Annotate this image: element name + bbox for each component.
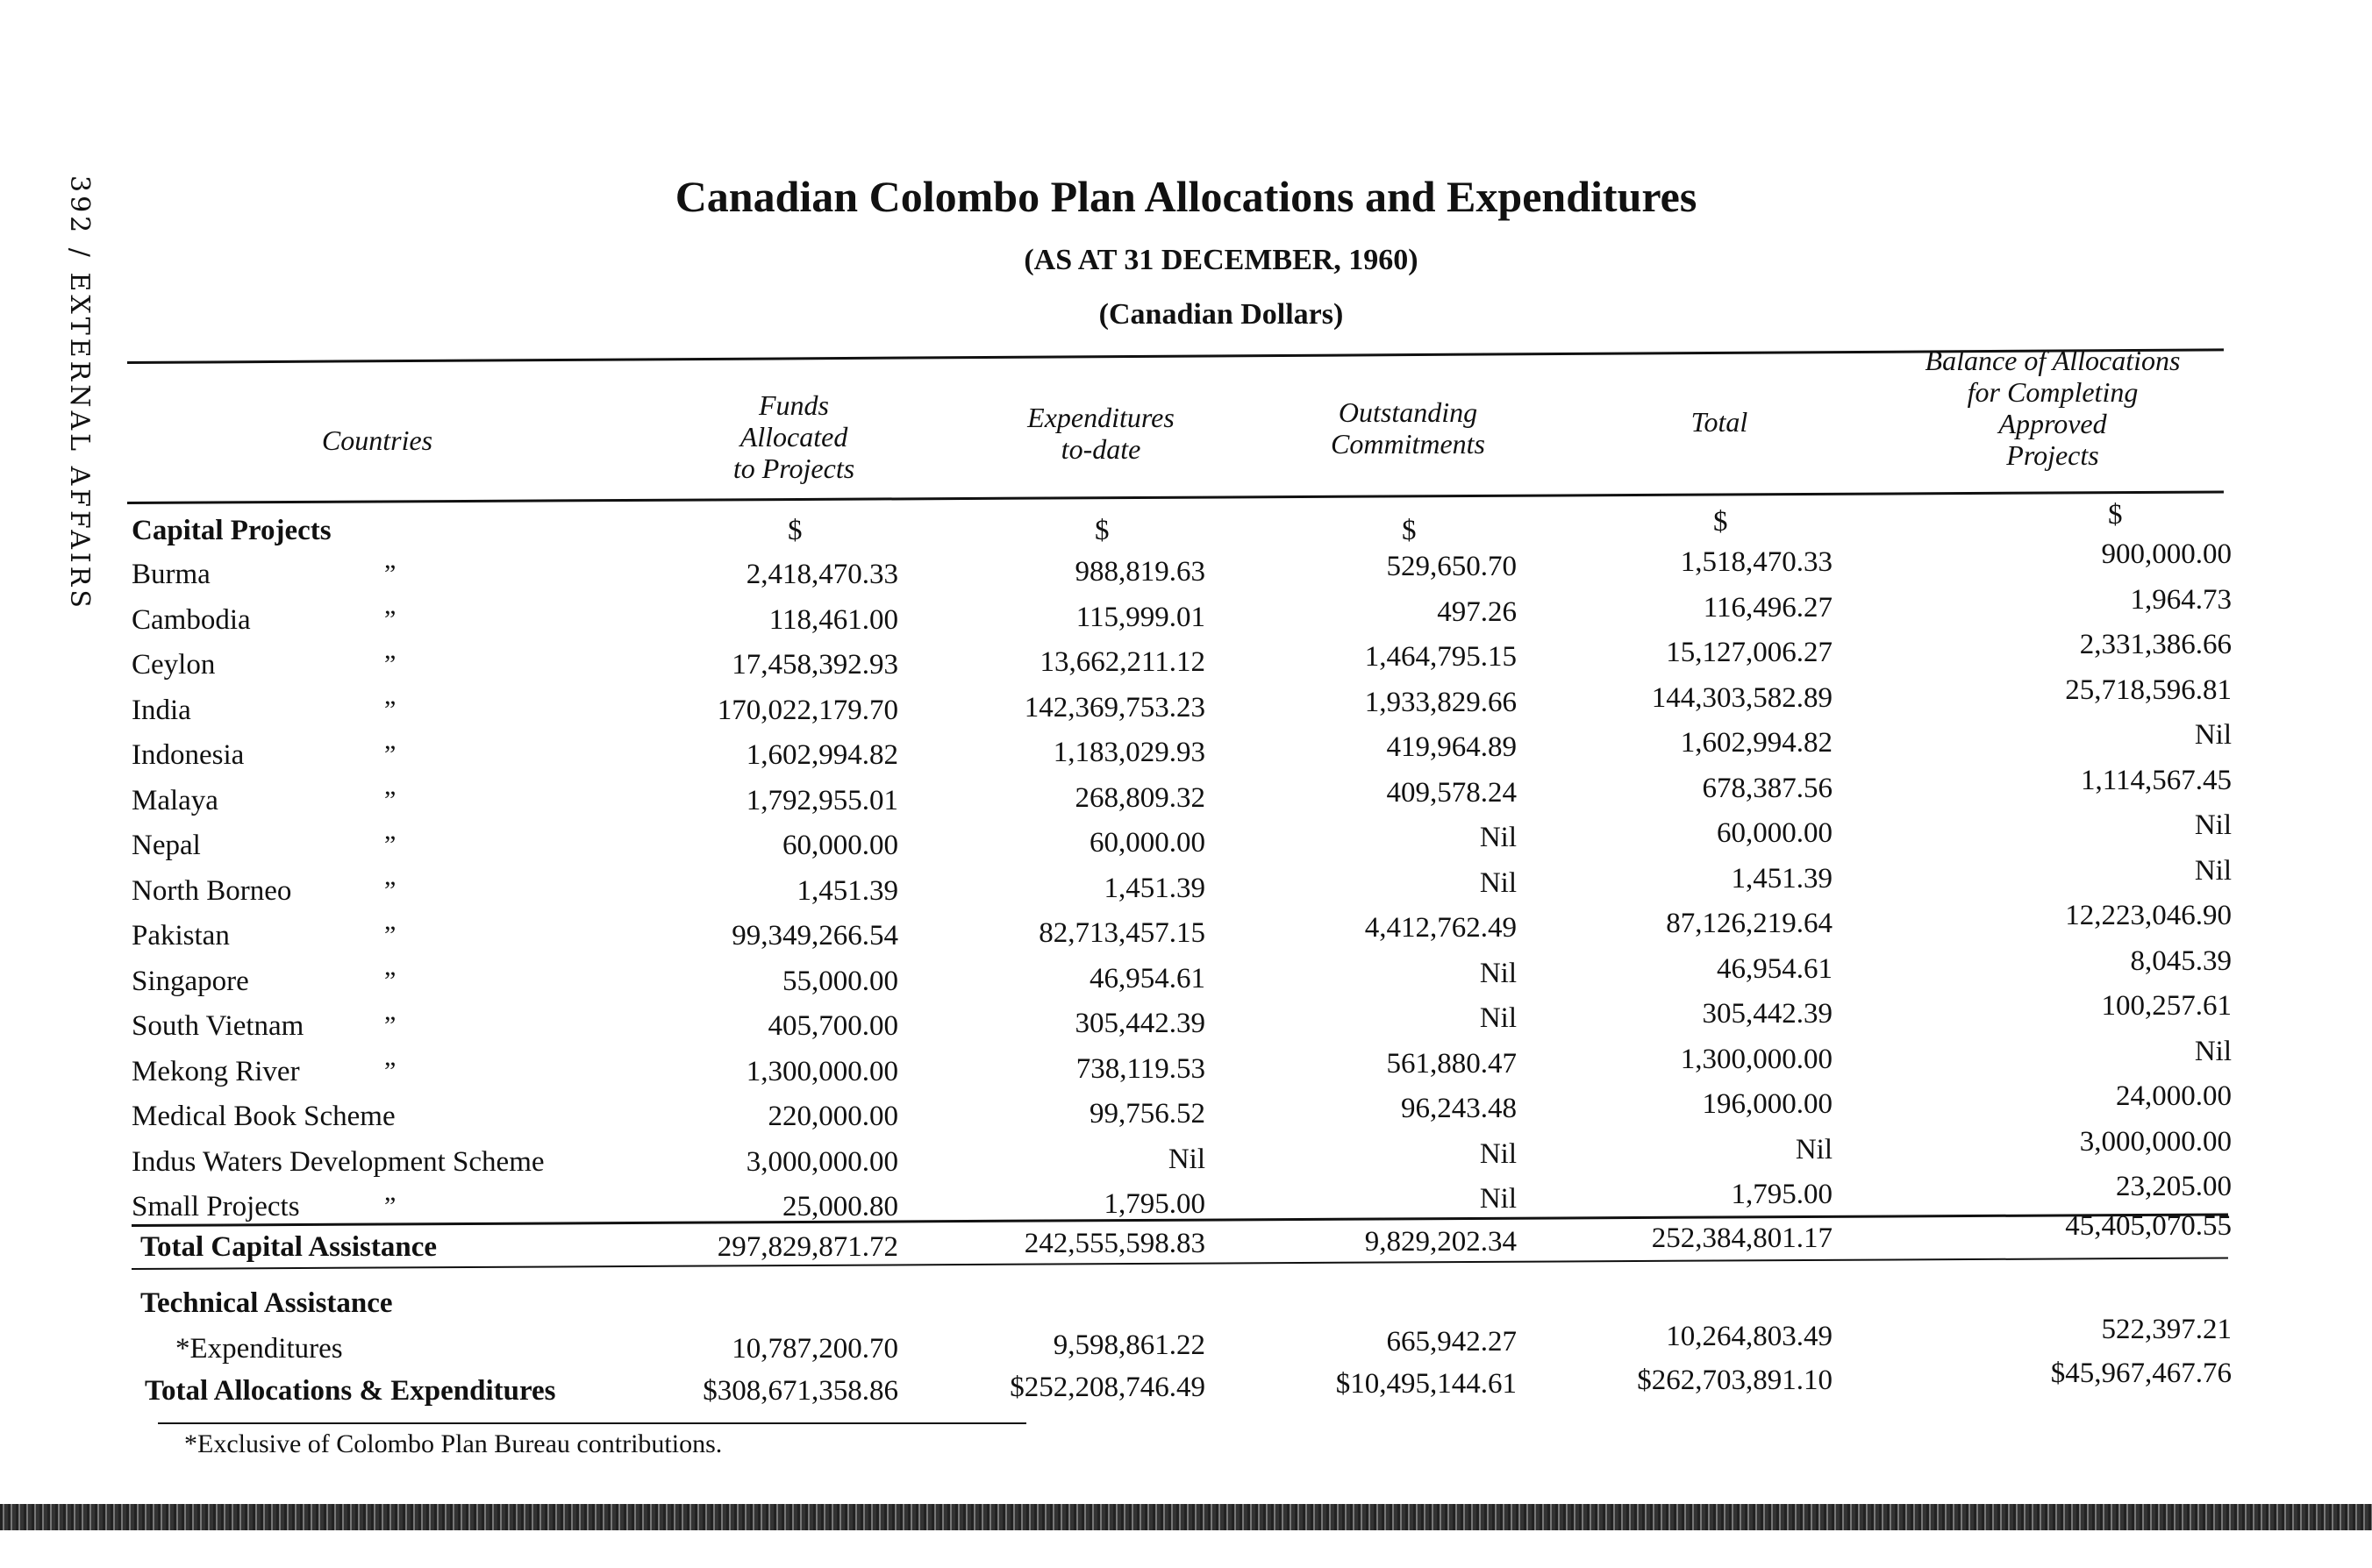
funds-allocated-cell: 1,451.39 — [797, 874, 898, 907]
expenditures-cell: 60,000.00 — [1090, 827, 1205, 859]
total-cell: 144,303,582.89 — [1651, 681, 1833, 714]
outstanding-cell: 529,650.70 — [1386, 551, 1517, 582]
header-funds-line3: to Projects — [732, 453, 855, 484]
funds-allocated-cell: 170,022,179.70 — [717, 694, 898, 726]
ditto-mark: ” — [384, 1011, 397, 1040]
country-name: Pakistan — [132, 920, 230, 951]
total-capital-exp: 242,555,598.83 — [1024, 1228, 1205, 1259]
funds-allocated-cell: 25,000.80 — [782, 1191, 898, 1222]
header-bal-line4: Projects — [2006, 439, 2099, 471]
balance-cell: Nil — [2194, 1035, 2232, 1067]
balance-cell: 1,964.73 — [2130, 583, 2232, 616]
technical-funds: 10,787,200.70 — [732, 1333, 898, 1365]
section-capital-projects: Capital Projects — [132, 515, 332, 546]
table-row — [0, 944, 2372, 1009]
expenditures-cell: 142,369,753.23 — [1024, 691, 1205, 723]
table-row — [0, 764, 2372, 829]
table-row — [0, 809, 2372, 873]
table-row — [0, 674, 2372, 738]
grand-total-row — [0, 1358, 2372, 1419]
total-cell: 678,387.56 — [1702, 772, 1833, 804]
balance-cell: 100,257.61 — [2101, 990, 2232, 1022]
technical-bal: 522,397.21 — [2101, 1314, 2232, 1345]
header-exp-line1: Expenditures — [1027, 402, 1175, 433]
country-name: North Borneo — [132, 874, 292, 907]
currency-row — [0, 499, 2372, 559]
table-row — [0, 719, 2372, 783]
ditto-mark: ” — [384, 785, 397, 815]
funds-allocated-cell: 3,000,000.00 — [746, 1145, 898, 1178]
expenditures-cell: 305,442.39 — [1075, 1008, 1205, 1039]
balance-cell: 24,000.00 — [2116, 1080, 2232, 1112]
total-capital-bal: 45,405,070.55 — [2065, 1210, 2232, 1242]
expenditures-cell: 738,119.53 — [1075, 1052, 1205, 1085]
currency-bal: $ — [2108, 499, 2123, 531]
outstanding-cell: Nil — [1479, 866, 1517, 899]
expenditures-cell: 99,756.52 — [1090, 1098, 1205, 1130]
grand-total-bal: $45,967,467.76 — [2050, 1358, 2232, 1389]
table-row — [0, 629, 2372, 693]
country-name: Cambodia — [132, 603, 251, 636]
total-capital-total: 252,384,801.17 — [1651, 1222, 1833, 1254]
total-cell: 15,127,006.27 — [1666, 637, 1833, 668]
table-row — [0, 854, 2372, 919]
balance-cell: Nil — [2194, 719, 2232, 751]
technical-exp: 9,598,861.22 — [1053, 1329, 1205, 1361]
expenditures-cell: 1,795.00 — [1104, 1188, 1205, 1220]
outstanding-cell: 409,578.24 — [1386, 776, 1517, 809]
outstanding-cell: 4,412,762.49 — [1364, 912, 1517, 944]
funds-allocated-cell: 1,792,955.01 — [746, 784, 898, 816]
header-funds — [684, 389, 904, 484]
expenditures-cell: 268,809.32 — [1075, 781, 1205, 814]
page-title: Canadian Colombo Plan Allocations and Expenditures — [675, 172, 1697, 221]
balance-cell: 8,045.39 — [2130, 944, 2232, 977]
country-name: Small Projects — [132, 1191, 300, 1222]
balance-cell: 900,000.00 — [2101, 538, 2232, 570]
table-row — [0, 538, 2372, 602]
header-exp-line2: to-date — [1061, 433, 1141, 465]
expenditures-cell: 988,819.63 — [1075, 556, 1205, 588]
total-cell: 87,126,219.64 — [1666, 908, 1833, 939]
ditto-mark: ” — [384, 830, 397, 859]
page-edge-bar — [0, 1504, 2372, 1530]
country-name: Burma — [132, 559, 211, 590]
country-name: India — [132, 694, 191, 726]
total-capital-label: Total Capital Assistance — [140, 1231, 437, 1263]
country-name: Medical Book Scheme — [132, 1101, 396, 1132]
ditto-mark: ” — [384, 695, 397, 724]
expenditures-cell: 1,183,029.93 — [1053, 737, 1205, 768]
header-out-line1: Outstanding — [1338, 396, 1478, 428]
subtitle-date: (AS AT 31 DECEMBER, 1960) — [1024, 244, 1418, 276]
funds-allocated-cell: 2,418,470.33 — [746, 559, 898, 590]
country-name: Nepal — [132, 830, 201, 861]
header-expenditures — [991, 402, 1211, 465]
ditto-mark: ” — [384, 650, 397, 679]
outstanding-cell: 561,880.47 — [1386, 1047, 1517, 1080]
subtitle-currency: (Canadian Dollars) — [1098, 298, 1344, 331]
funds-allocated-cell: 60,000.00 — [782, 830, 898, 861]
total-capital-row — [0, 1210, 2372, 1275]
grand-total-exp: $252,208,746.49 — [1010, 1372, 1205, 1403]
balance-cell: 25,718,596.81 — [2065, 674, 2232, 706]
technical-sublabel: *Expenditures — [175, 1333, 343, 1365]
outstanding-cell: 96,243.48 — [1401, 1093, 1517, 1124]
funds-allocated-cell: 118,461.00 — [768, 603, 898, 636]
expenditures-cell: 13,662,211.12 — [1040, 646, 1205, 678]
grand-total-total: $262,703,891.10 — [1637, 1365, 1833, 1396]
header-bal-line2: for Completing — [1967, 376, 2139, 408]
grand-total-out: $10,495,144.61 — [1335, 1368, 1517, 1400]
header-balance — [1868, 345, 2237, 471]
technical-label-row — [0, 1286, 2372, 1331]
balance-cell: Nil — [2194, 854, 2232, 887]
balance-cell: Nil — [2194, 809, 2232, 841]
table-row — [0, 990, 2372, 1054]
footnote-rule — [158, 1422, 1026, 1424]
expenditures-cell: 82,713,457.15 — [1039, 917, 1205, 949]
funds-allocated-cell: 405,700.00 — [768, 1010, 898, 1042]
technical-total: 10,264,803.49 — [1666, 1321, 1833, 1352]
outstanding-cell: 419,964.89 — [1386, 731, 1517, 763]
total-cell: 46,954.61 — [1717, 952, 1833, 985]
expenditures-cell: 1,451.39 — [1104, 872, 1205, 904]
total-cell: 305,442.39 — [1702, 998, 1833, 1030]
ditto-mark: ” — [384, 740, 397, 769]
funds-allocated-cell: 1,300,000.00 — [746, 1055, 898, 1087]
ditto-mark: ” — [384, 1056, 397, 1086]
currency-out: $ — [1402, 515, 1417, 546]
country-name: South Vietnam — [132, 1010, 304, 1042]
expenditures-cell: 115,999.01 — [1075, 601, 1205, 633]
funds-allocated-cell: 99,349,266.54 — [732, 920, 898, 951]
header-bal-line3: Approved — [1998, 408, 2107, 439]
balance-cell: 23,205.00 — [2116, 1171, 2232, 1202]
header-funds-line1: Funds — [759, 389, 829, 421]
header-countries-text: Countries — [321, 424, 433, 456]
header-total — [1632, 406, 1807, 438]
technical-label: Technical Assistance — [140, 1287, 393, 1319]
grand-total-label: Total Allocations & Expenditures — [145, 1375, 556, 1407]
funds-allocated-cell: 55,000.00 — [782, 965, 898, 997]
grand-total-funds: $308,671,358.86 — [703, 1375, 898, 1407]
total-cell: 1,451.39 — [1731, 862, 1833, 894]
header-rule-bottom — [127, 490, 2224, 504]
currency-exp: $ — [1095, 515, 1110, 546]
table-row — [0, 900, 2372, 964]
total-cell: 60,000.00 — [1717, 817, 1833, 849]
table-row — [0, 1035, 2372, 1100]
total-capital-funds: 297,829,871.72 — [717, 1231, 898, 1263]
country-name: Indus Waters Development Scheme — [132, 1145, 545, 1178]
outstanding-cell: Nil — [1479, 1002, 1517, 1034]
table-row — [0, 1125, 2372, 1190]
balance-cell: 2,331,386.66 — [2079, 629, 2232, 660]
outstanding-cell: Nil — [1479, 1183, 1517, 1215]
currency-funds: $ — [788, 515, 803, 546]
outstanding-cell: Nil — [1479, 957, 1517, 989]
outstanding-cell: 497.26 — [1437, 595, 1517, 628]
header-countries — [263, 424, 491, 456]
ditto-mark: ” — [384, 921, 397, 950]
outstanding-cell: 1,933,829.66 — [1364, 686, 1517, 718]
header-out-line2: Commitments — [1331, 428, 1485, 460]
country-name: Ceylon — [132, 649, 216, 681]
table-row — [0, 583, 2372, 648]
header-bal-line1: Balance of Allocations — [1925, 345, 2181, 376]
technical-out: 665,942.27 — [1386, 1326, 1517, 1358]
funds-allocated-cell: 220,000.00 — [768, 1101, 898, 1132]
balance-cell: 12,223,046.90 — [2065, 900, 2232, 931]
balance-cell: 1,114,567.45 — [2080, 764, 2232, 796]
outstanding-cell: 1,464,795.15 — [1364, 641, 1517, 673]
ditto-mark: ” — [384, 559, 397, 588]
country-name: Mekong River — [132, 1055, 300, 1087]
total-cell: 116,496.27 — [1703, 591, 1833, 624]
ditto-mark: ” — [384, 1192, 397, 1221]
expenditures-cell: 46,954.61 — [1090, 962, 1205, 994]
total-cell: Nil — [1795, 1133, 1833, 1165]
ditto-mark: ” — [384, 875, 397, 905]
currency-total: $ — [1713, 506, 1728, 538]
total-cell: 1,795.00 — [1731, 1179, 1833, 1210]
footnote: *Exclusive of Colombo Plan Bureau contributions. — [184, 1429, 723, 1458]
total-cell: 1,602,994.82 — [1680, 727, 1833, 759]
expenditures-cell: Nil — [1168, 1143, 1205, 1175]
header-total-text: Total — [1690, 406, 1748, 438]
total-cell: 1,300,000.00 — [1680, 1043, 1833, 1075]
country-name: Malaya — [132, 784, 218, 816]
header-outstanding — [1298, 396, 1518, 460]
funds-allocated-cell: 17,458,392.93 — [732, 649, 898, 681]
total-cell: 1,518,470.33 — [1680, 546, 1833, 578]
outstanding-cell: Nil — [1479, 1137, 1517, 1170]
country-name: Singapore — [132, 965, 249, 997]
outstanding-cell: Nil — [1479, 822, 1517, 853]
total-capital-out: 9,829,202.34 — [1364, 1226, 1517, 1258]
running-head: 392 / EXTERNAL AFFAIRS — [64, 175, 95, 611]
ditto-mark: ” — [384, 966, 397, 995]
header-funds-line2: Allocated — [739, 421, 848, 453]
funds-allocated-cell: 1,602,994.82 — [746, 739, 898, 771]
total-cell: 196,000.00 — [1702, 1088, 1833, 1120]
table-row — [0, 1080, 2372, 1144]
balance-cell: 3,000,000.00 — [2079, 1125, 2232, 1158]
ditto-mark: ” — [384, 604, 397, 634]
country-name: Indonesia — [132, 739, 245, 771]
